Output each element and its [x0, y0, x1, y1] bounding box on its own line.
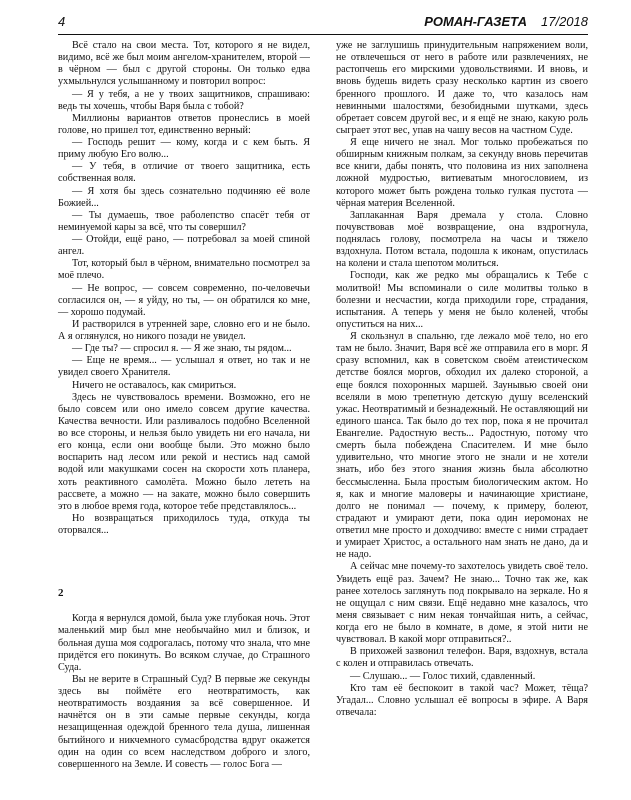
paragraph: — Где ты? — спросил я. — Я же знаю, ты рядом...	[72, 343, 292, 355]
section-number: 2	[58, 587, 64, 600]
paragraph: Всё стало на свои места. Тот, которого я не видел, видимо, всё же был моим ангелом-хранителем, второй — в чёрном — был с другой стороны. Он только едва ухмыльнулся услышанному и повторил вопрос:	[58, 40, 310, 88]
paragraph: Заплаканная Варя дремала у стола. Словно почувствовав моё возвращение, она вздрогнула, поднялась голову, посмотрела на часы и тяжело вздохнула. Потом встала, подошла к иконам, опустилась на колени и стала шепотом молиться.	[336, 209, 588, 270]
paragraph: И растворился в утренней заре, словно его и не было. А я оглянулся, но никого позади не увидел.	[58, 318, 310, 342]
paragraph: Когда я вернулся домой, была уже глубокая ночь. Этот маленький мир был мне необычайно мил и близок, и больная душа моя содрогалась, потому что знала, что мне придётся его покинуть. Во всяком случае, до Страшного Суда.	[58, 613, 310, 673]
paragraph: — Господь решит — кому, когда и с кем быть. Я приму любую Его волю...	[58, 137, 310, 161]
paragraph-continued: уже не заглушишь принудительным напряжением воли, не отвлечешься от него в работе или развлечениях, не растопчешь его мирскими удовольствиями. И вновь, и вновь будешь видеть сразу несколько картин из своего бренного прошлого. И даже то, что казалось нам невинными шалостями, безобидными шутками, здесь обретает совсем другой вес, и я ещё не знаю, какую роль сыграет этот вес, упав на чашу весов на частном Суде.	[336, 40, 588, 136]
left-column	[58, 40, 310, 771]
paragraph: — Ты думаешь, твое раболепство спасёт тебя от неминуемой кары за всё, что ты совершил?	[58, 209, 310, 233]
page-number: 4	[58, 14, 66, 29]
magazine-title: РОМАН-ГАЗЕТА	[424, 14, 527, 29]
paragraph: Миллионы вариантов ответов пронеслись в моей голове, но пришел тот, единственно верный:	[58, 112, 310, 136]
right-column	[336, 40, 588, 719]
paragraph: Ничего не оставалось, как смириться.	[72, 379, 237, 391]
paragraph: — Не вопрос, — совсем современно, по-человечьи согласился он, — я уйду, но ты, — он обратился ко мне, — хорошо подумай.	[58, 282, 310, 318]
section-gap	[58, 537, 310, 587]
paragraph: А сейчас мне почему-то захотелось увидеть своё тело. Увидеть ещё раз. Зачем? Не знаю... Точно так же, как ранее хотелось заглянуть под покрывало на зеркале. Но я не ощущал с ним связи. Ещё недавно мне казалось, что меня связывает с ним некая тончайшая нить, а сейчас, когда его не было в комнате, в доме, я этой нити не чувствовал. В какой морг отправиться?..	[336, 561, 588, 646]
paragraph: — Еще не время... — услышал я ответ, но так и не увидел своего Хранителя.	[58, 355, 310, 379]
paragraph: Я скользнул в спальню, где лежало моё тело, но его там не было. Значит, Варя всё же отправила его в морг. Я сразу вспомнил, как в советском своём атеистическом детстве боялся моргов, обходил их далеко стороной, а еще боялся похоронных маршей. Заунывью своей они вселяли в мою трепетную детскую душу вселенский ужас. Неотвратимый и безнадежный. Не оставляющий ни единого шанса. Так было до тех пор, пока я не прочитал Евангелие. Радостную весть... Радостную, потому что смерть была побеждена Спасителем. И мне было удивительно, что многие этого не знали и не хотели знать, ибо без этого знания жизнь была абсолютно бессмысленна. Была простым биологическим актом. Но я, как и многие маловеры и начинающие христиане, долго не понимал — почему, к примеру, болеют, страдают и умирают дети, пока один иеромонах не ответил мне просто и доходчиво: вместе с ними страдает и умирает Христос, а остального нам знать не дано, да и не надо.	[336, 331, 588, 561]
section-gap-small	[58, 599, 310, 613]
running-header	[58, 14, 588, 34]
header-rule	[58, 34, 588, 35]
paragraph: — У тебя, в отличие от твоего защитника, есть собственная воля.	[58, 161, 310, 185]
paragraph: — Я хотя бы здесь сознательно подчиняю её воле Божией...	[58, 185, 310, 209]
issue-number: 17/2018	[541, 14, 588, 29]
paragraph: Вы не верите в Страшный Суд? В первые же секунды здесь вы поймёте его неотвратимость, как неотвратимость воздаяния за всё совершенное. И начнётся он в эти самые первые секунды, когда незащищенная одеждой бренного тела душа, лишенная бытийного и никчемного сумасбродства вдруг окажется один на один со всем наследством доброго и злого, совершенного на Земле. И совесть — голос Бога —	[58, 673, 310, 770]
paragraph: Я еще ничего не знал. Мог только пробежаться по обширным книжным полкам, за секунду вновь перечитав все книги, дабы понять, что половина из них заполнена ложной мудростью, витиеватым многословием, из которого может быть рождена только гулкая пустота — чёрная материя Вселенной.	[336, 137, 588, 209]
paragraph: — Я у тебя, а не у твоих защитников, спрашиваю: ведь ты хочешь, чтобы Варя была с тобой?	[58, 88, 310, 112]
paragraph: Тот, который был в чёрном, внимательно посмотрел за моё плечо.	[58, 258, 310, 282]
paragraph: — Слушаю... — Голос тихий, сдавленный.	[350, 670, 536, 682]
magazine-issue	[424, 14, 588, 29]
paragraph: Но возвращаться приходилось туда, откуда ты оторвался...	[58, 512, 310, 536]
paragraph: — Отойди, ещё рано, — потребовал за моей спиной ангел.	[58, 234, 310, 258]
paragraph: Здесь не чувствовалось времени. Возможно, его не было совсем или оно имело совсем другие качества. Качества вечности. Или разливалось подобно Вселенной во все стороны, и нельзя было увидеть ни его начала, ни его конца, если они вообще были. Это можно было воспарить над лесом или рекой и нестись над самой водой или макушками сосен на скорости хоть планера, хоть реактивного самолёта. Можно было лететь на рассвете, а можно — на закате, можно было совершить это в любое время года, которое тебе представлялось...	[58, 391, 310, 512]
paragraph: Кто там её беспокоит в такой час? Может, тёща? Угадал... Словно услышал её вопросы в эфире. А Варя отвечала:	[336, 682, 588, 718]
paragraph: В прихожей зазвонил телефон. Варя, вздохнув, встала с колен и отправилась отвечать.	[336, 646, 588, 670]
paragraph: Господи, как же редко мы обращались к Тебе с молитвой! Мы вспоминали о силе молитвы только в болезни и несчастии, когда приходили горе, страдания, испытания. А теперь у меня не было коленей, чтобы опуститься на них...	[336, 270, 588, 330]
